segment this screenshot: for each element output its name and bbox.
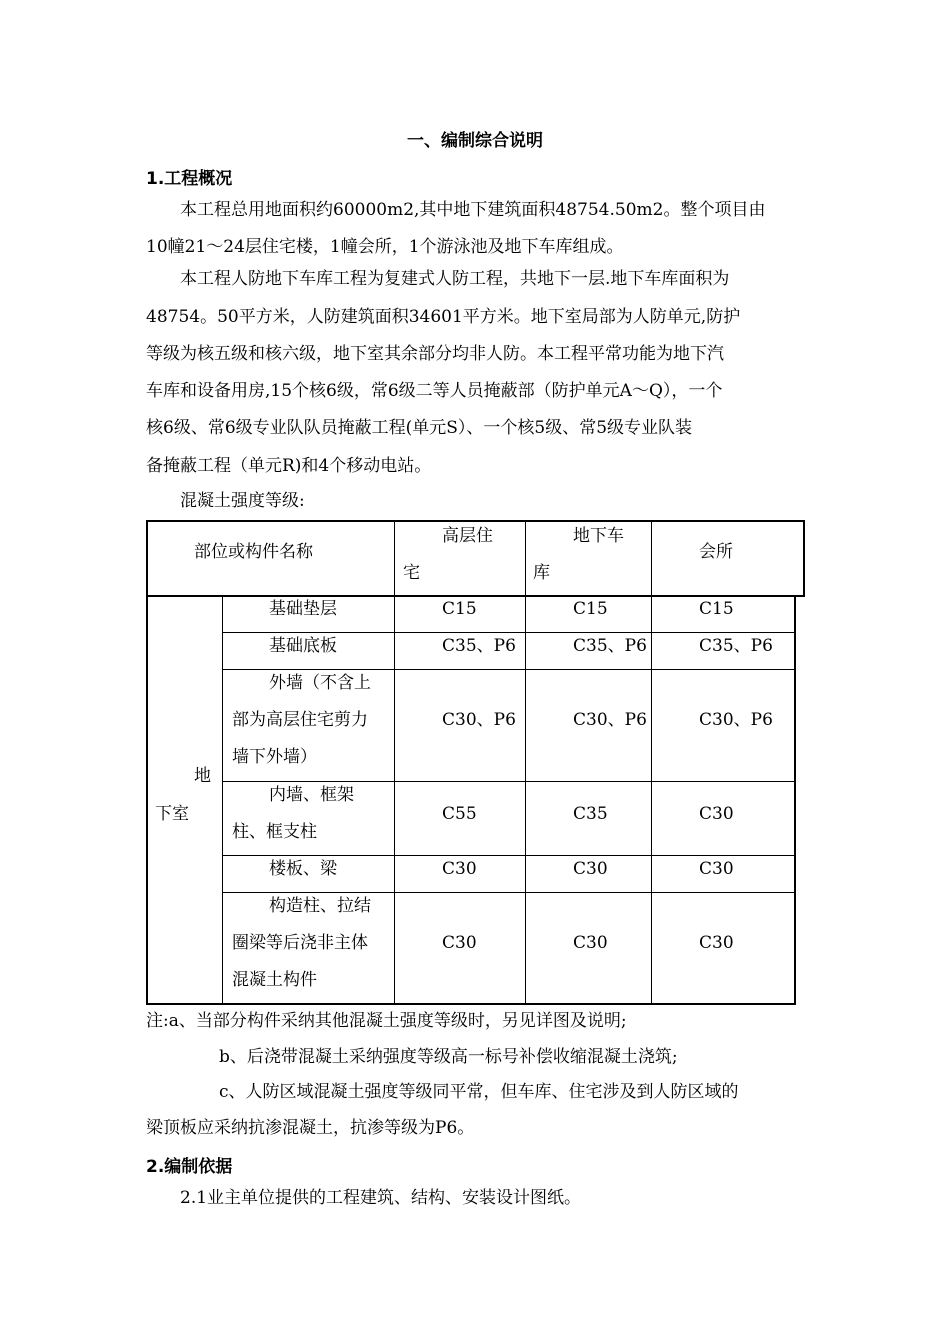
paragraph-line: 本工程人防地下车库工程为复建式人防工程，共地下一层.地下车库面积为 [180, 269, 730, 289]
document-title: 一、编制综合说明 [407, 131, 543, 151]
table-row-label-cont: 圈梁等后浇非主体 [232, 933, 368, 953]
table-cell: C30 [442, 859, 477, 879]
table-cell: C35、P6 [573, 636, 647, 656]
paragraph-line: 48754。50平方米，人防建筑面积34601平方米。地下室局部为人防单元,防护 [146, 307, 741, 327]
table-border [525, 520, 526, 1005]
table-cell: C30、P6 [573, 710, 647, 730]
table-cell: C35、P6 [699, 636, 773, 656]
table-row-label: 基础垫层 [269, 599, 337, 619]
table-cell: C35 [573, 804, 608, 824]
table-border [146, 520, 148, 1005]
table-cell: C15 [573, 599, 608, 619]
table-row-label: 楼板、梁 [269, 859, 337, 879]
paragraph-line: 核6级、常6级专业队队员掩蔽工程(单元S）、一个核5级、常5级专业队装 [146, 418, 693, 438]
note-c-cont: 梁顶板应采纳抗渗混凝土，抗渗等级为P6。 [146, 1118, 475, 1138]
table-cell: C30 [573, 859, 608, 879]
table-cell: C30 [442, 933, 477, 953]
paragraph-line: 本工程总用地面积约60000m2,其中地下建筑面积48754.50m2。整个项目由 [180, 200, 766, 220]
table-header-clubhouse: 会所 [699, 542, 733, 562]
table-cell: C55 [442, 804, 477, 824]
table-header-garage-cont: 库 [533, 563, 550, 583]
table-border [803, 520, 805, 597]
table-row-label: 外墙（不含上 [269, 673, 371, 693]
table-cell: C30 [699, 859, 734, 879]
table-row-label-cont: 部为高层住宅剪力 [232, 710, 368, 730]
table-header-part: 部位或构件名称 [194, 542, 313, 562]
paragraph-line: 10幢21～24层住宅楼，1幢会所，1个游泳池及地下车库组成。 [146, 237, 624, 257]
note-b: b、后浇带混凝土采纳强度等级高一标号补偿收缩混凝土浇筑; [219, 1047, 678, 1067]
table-border [794, 595, 796, 1005]
table-header-highrise: 高层住 [442, 526, 493, 546]
table-border [651, 520, 652, 1005]
table-cell: C30 [699, 804, 734, 824]
table-cell: C15 [699, 599, 734, 619]
table-header-highrise-cont: 宅 [403, 563, 420, 583]
table-cell: C30、P6 [699, 710, 773, 730]
section-heading-basis: 2.编制依据 [146, 1157, 233, 1177]
table-group-basement-cont: 下室 [155, 804, 189, 824]
section-heading-overview: 1.工程概况 [146, 169, 233, 189]
paragraph-line: 车库和设备用房,15个核6级，常6级二等人员掩蔽部（防护单元A～Q），一个 [146, 381, 723, 401]
concrete-grade-label: 混凝土强度等级: [180, 491, 305, 511]
table-row-label-cont: 柱、框支柱 [232, 822, 317, 842]
table-border [146, 1003, 796, 1005]
paragraph-line: 等级为核五级和核六级，地下室其余部分均非人防。本工程平常功能为地下汽 [146, 344, 724, 364]
table-cell: C30 [699, 933, 734, 953]
note-c: c、人防区域混凝土强度等级同平常，但车库、住宅涉及到人防区域的 [219, 1082, 739, 1102]
note-a: 注:a、当部分构件采纳其他混凝土强度等级时，另见详图及说明; [146, 1011, 627, 1031]
table-header-garage: 地下车 [573, 526, 624, 546]
table-row-label-cont: 混凝土构件 [232, 970, 317, 990]
table-row-label: 内墙、框架 [269, 785, 354, 805]
table-border [222, 595, 223, 1005]
table-group-basement: 地 [194, 766, 211, 786]
table-cell: C30 [573, 933, 608, 953]
table-row-label-cont: 墙下外墙） [232, 747, 317, 767]
table-border [394, 520, 395, 1005]
basis-item: 2.1业主单位提供的工程建筑、结构、安装设计图纸。 [180, 1188, 582, 1208]
table-cell: C30、P6 [442, 710, 516, 730]
table-cell: C35、P6 [442, 636, 516, 656]
table-row-label: 构造柱、拉结 [269, 896, 371, 916]
paragraph-line: 备掩蔽工程（单元R)和4个移动电站。 [146, 456, 432, 476]
table-row-label: 基础底板 [269, 636, 337, 656]
table-cell: C15 [442, 599, 477, 619]
